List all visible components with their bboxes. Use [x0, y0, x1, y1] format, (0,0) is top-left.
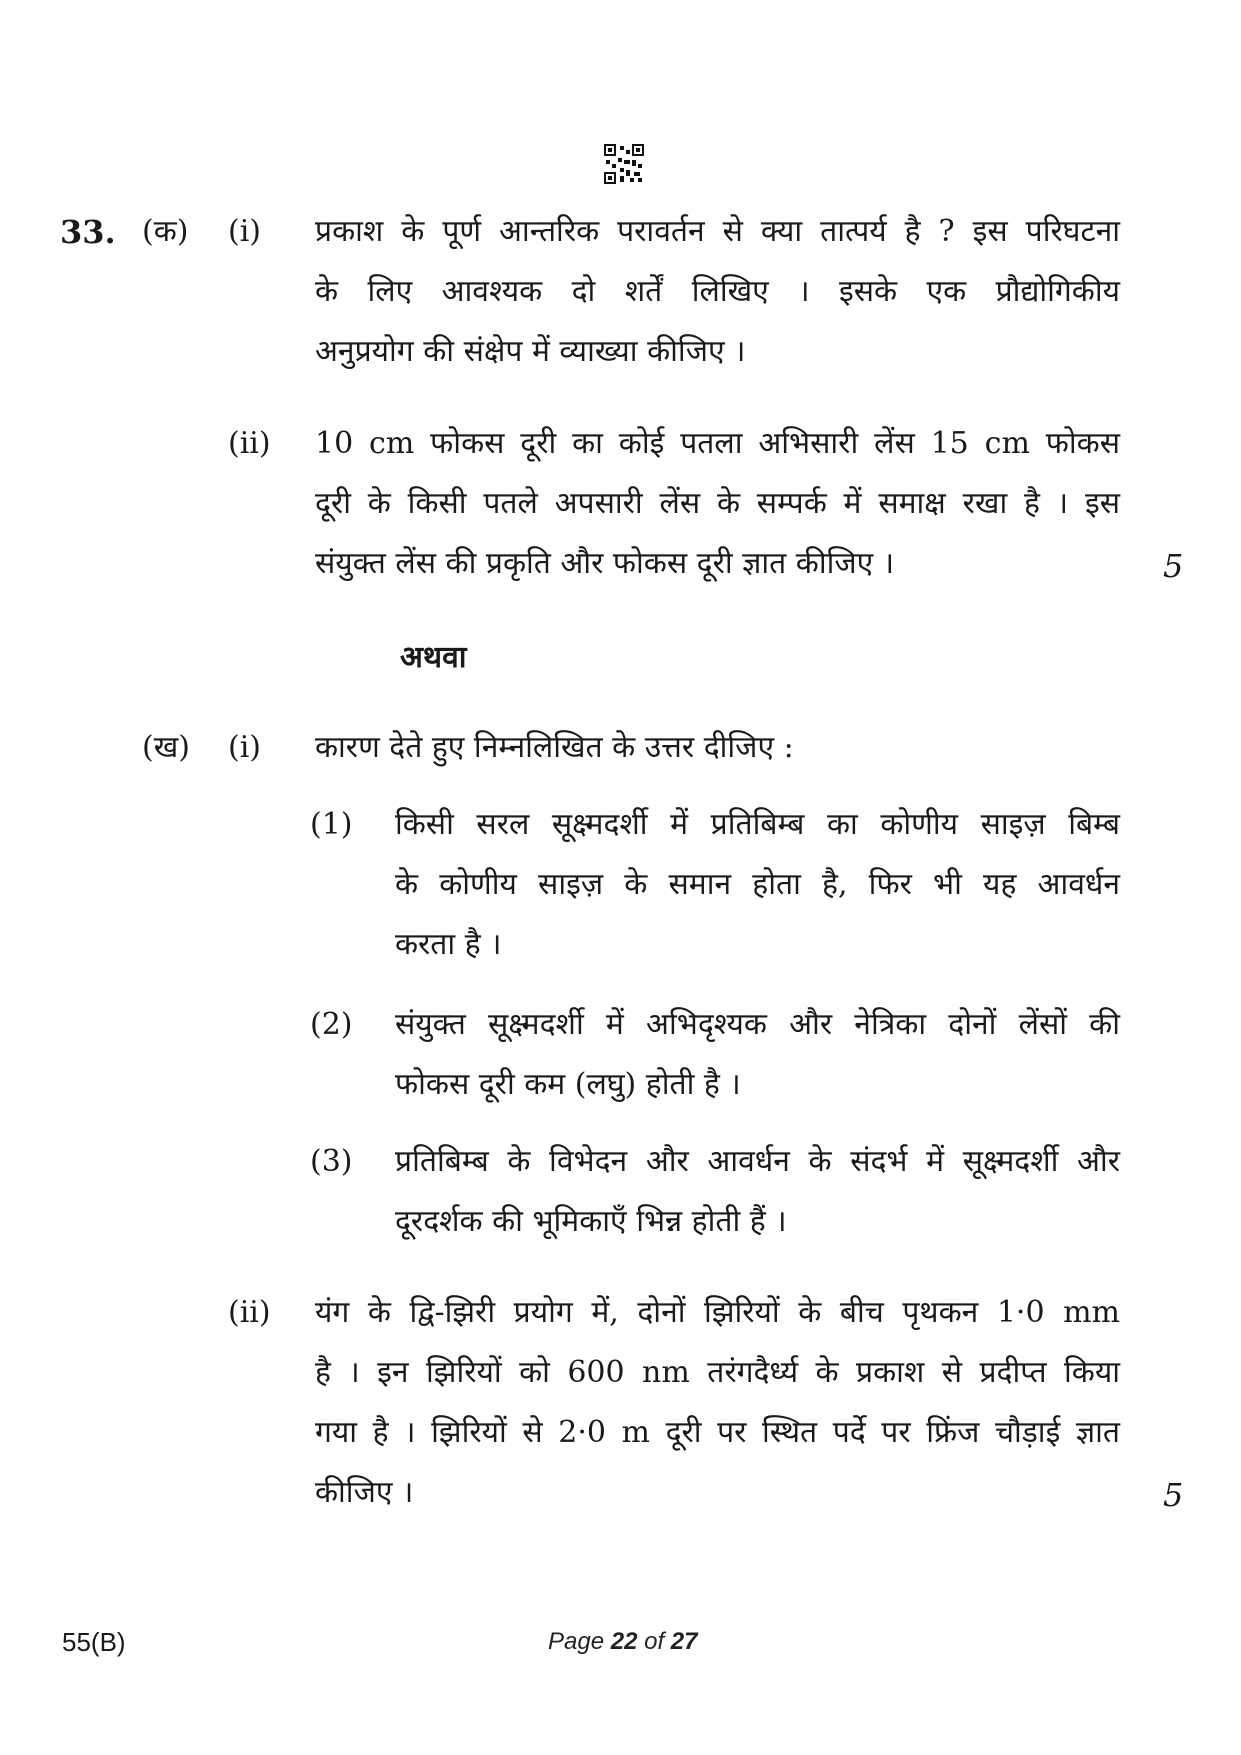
- paragraph-line: है । इन झिरियों को 600 nm तरंगदैर्ध्य के प्रकाश से प्रदीप्त किया: [315, 1355, 1120, 1390]
- qr-code-icon: [604, 144, 644, 184]
- paragraph-line: प्रतिबिम्ब के विभेदन और आवर्धन के संदर्भ में सूक्ष्मदर्शी और: [395, 1144, 1120, 1179]
- paragraph-line: गया है । झिरियों से 2·0 m दूरी पर स्थित पर्दे पर फ्रिंज चौड़ाई ज्ञात: [315, 1415, 1120, 1450]
- item-label: (1): [310, 807, 353, 842]
- page-of: of: [644, 1628, 665, 1655]
- paragraph-line: अनुप्रयोग की संक्षेप में व्याख्या कीजिए ।: [315, 334, 746, 369]
- marks: 5: [1163, 1476, 1184, 1514]
- page-number: [548, 1628, 698, 1656]
- paragraph-line: संयुक्त सूक्ष्मदर्शी में अभिदृश्यक और नेत्रिका दोनों लेंसों की: [395, 1007, 1120, 1042]
- paragraph-line: फोकस दूरी कम (लघु) होती है ।: [395, 1067, 741, 1102]
- paragraph-line: यंग के द्वि-झिरी प्रयोग में, दोनों झिरियों के बीच पृथकन 1·0 mm: [315, 1295, 1120, 1330]
- paper-code: 55(B): [62, 1627, 126, 1657]
- paragraph-line: दूरदर्शक की भूमिकाएँ भिन्न होती हैं ।: [395, 1204, 787, 1239]
- paragraph-line: किसी सरल सूक्ष्मदर्शी में प्रतिबिम्ब का कोणीय साइज़ बिम्ब: [395, 807, 1120, 842]
- paragraph-line: कीजिए ।: [315, 1475, 414, 1510]
- paragraph-line: दूरी के किसी पतले अपसारी लेंस के सम्पर्क में समाक्ष रखा है । इस: [315, 486, 1120, 521]
- item-label: (3): [310, 1144, 353, 1179]
- paragraph-line: कारण देते हुए निम्नलिखित के उत्तर दीजिए :: [315, 730, 794, 765]
- paragraph-line: प्रकाश के पूर्ण आन्तरिक परावर्तन से क्या तात्पर्य है ? इस परिघटना: [315, 214, 1120, 249]
- sub-i-label: (i): [228, 730, 262, 765]
- sub-i-label: (i): [228, 214, 262, 249]
- paragraph-line: के लिए आवश्यक दो शर्तें लिखिए । इसके एक प्रौद्योगिकीय: [315, 274, 1120, 309]
- item-label: (2): [310, 1007, 353, 1042]
- sub-ii-label: (ii): [228, 426, 271, 461]
- sub-ii-label: (ii): [228, 1295, 271, 1330]
- paragraph-line: करता है ।: [395, 927, 502, 962]
- marks: 5: [1163, 547, 1184, 585]
- question-number: 33.: [60, 213, 116, 251]
- page-total: 27: [670, 1628, 698, 1655]
- page-current: 22: [610, 1628, 638, 1655]
- part-b-label: (ख): [142, 730, 190, 765]
- paragraph-line: के कोणीय साइज़ के समान होता है, फिर भी यह आवर्धन: [395, 867, 1120, 902]
- page-prefix: Page: [548, 1628, 605, 1655]
- or-heading: अथवा: [400, 640, 467, 675]
- paragraph-line: 10 cm फोकस दूरी का कोई पतला अभिसारी लेंस 15 cm फोकस: [315, 426, 1120, 461]
- part-a-label: (क): [142, 214, 189, 249]
- paragraph-line: संयुक्त लेंस की प्रकृति और फोकस दूरी ज्ञात कीजिए ।: [315, 546, 895, 581]
